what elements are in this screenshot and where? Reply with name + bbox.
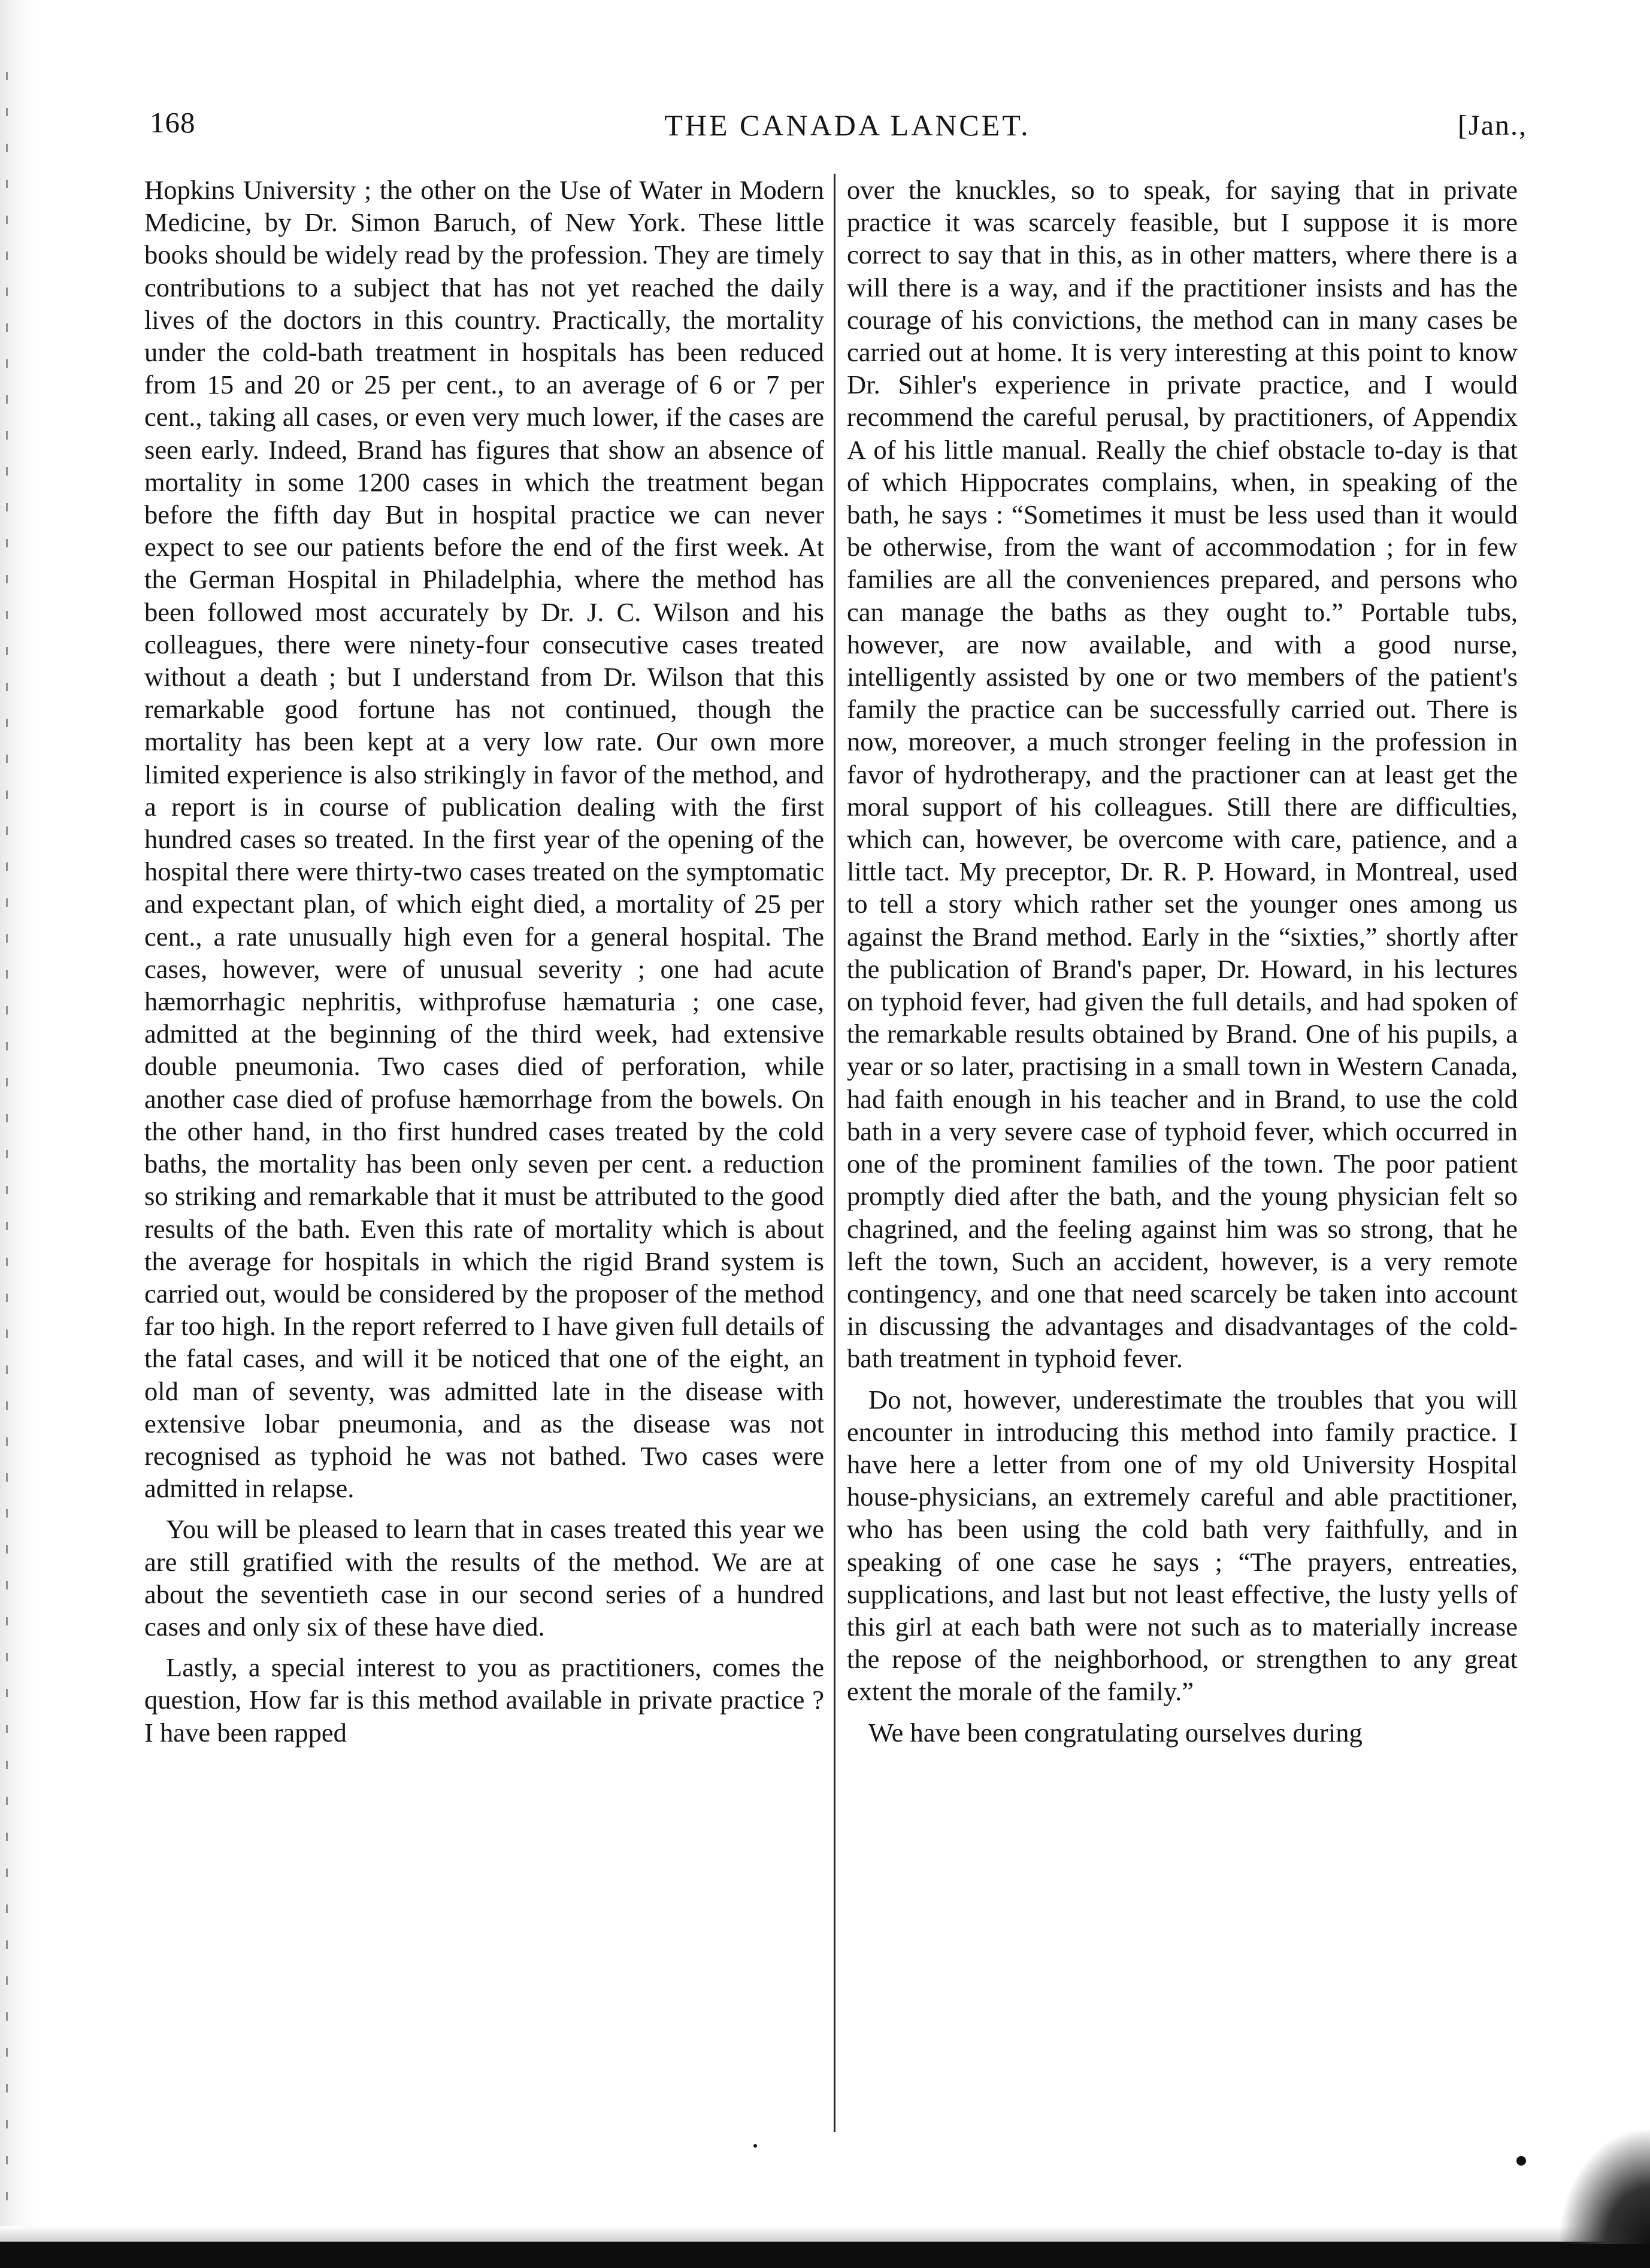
left-column: [144, 174, 824, 2132]
running-header: [150, 105, 1527, 153]
paragraph: over the knuckles, so to speak, for saying that in private practice it was scarcely feasible, but I suppose it is more correct to say that in this, as in other matters, where there is a will there is a way, and if the practitioner insists and has the courage of his convictions, the method can in many cases be carried out at home. It is very interesting at this point to know Dr. Sihler's experience in private practice, and I would recommend the careful perusal, by practitioners, of Appendix A of his little manual. Really the chief obstacle to-day is that of which Hippocrates complains, when, in speaking of the bath, he says : “Sometimes it must be less used than it would be otherwise, from the want of accommodation ; for in few families are all the conveniences prepared, and persons who can manage the baths as they ought to.” Portable tubs, however, are now available, and with a good nurse, intelligently assisted by one or two members of the patient's family the practice can be successfully carried out. There is now, moreover, a much stronger feeling in the profession in favor of hydrotherapy, and the practioner can at least get the moral support of his colleagues. Still there are difficulties, which can, however, be overcome with care, patience, and a little tact. My preceptor, Dr. R. P. Howard, in Montreal, used to tell a story which rather set the younger ones among us against the Brand method. Early in the “sixties,” shortly after the publication of Brand's paper, Dr. Howard, in his lectures on typhoid fever, had given the full details, and had spoken of the remarkable results obtained by Brand. One of his pupils, a year or so later, practising in a small town in Western Canada, had faith enough in his teacher and in Brand, to use the cold bath in a very severe case of typhoid fever, which occurred in one of the prominent families of the town. The poor patient promptly died after the bath, and the young physician felt so chagrined, and the feeling against him was so strong, that he left the town, Such an accident, however, is a very remote contingency, and one that need scarcely be taken into account in discussing the advantages and disadvantages of the cold-bath treatment in typhoid fever.: [847, 175, 1518, 1374]
ink-speck: [753, 2144, 757, 2148]
paragraph: Do not, however, underestimate the troubles that you will encounter in introducing this method into family practice. I have here a letter from one of my old University Hospital house-physicians, an extremely careful and able practitioner, who has been using the cold bath very faithfully, and in speaking of one case he says ; “The prayers, entreaties, supplications, and last but not least effective, the lusty yells of this girl at each bath were not such as to materially increase the repose of the neighborhood, or strengthen to any great extent the morale of the family.”: [847, 1384, 1518, 1707]
paragraph: Lastly, a special interest to you as practitioners, comes the question, How far is this method available in private practice ? I have been rapped: [144, 1652, 824, 1748]
page-number: 168: [150, 106, 196, 139]
paragraph: You will be pleased to learn that in cases treated this year we are still gratified with the results of the method. We are at about the seventieth case in our second series of a hundred cases and only six of these have died.: [144, 1514, 824, 1642]
page-bottom-edge: [0, 2242, 1650, 2268]
journal-title: THE CANADA LANCET.: [664, 108, 1031, 142]
corner-ink-blot: [1560, 2130, 1650, 2244]
issue-month: [Jan.,: [1458, 110, 1527, 141]
right-column: [847, 174, 1518, 2132]
page-binding-edge: [0, 0, 36, 2268]
paragraph: We have been congratulating ourselves during: [868, 1717, 1363, 1748]
column-divider: [834, 174, 835, 2132]
page-bottom-shadow: [0, 2226, 1650, 2242]
paragraph: Hopkins University ; the other on the Use of Water in Modern Medicine, by Dr. Simon Baruch, of New York. These little books should be widely read by the profession. They are timely contributions to a subject that has not yet reached the daily lives of the doctors in this country. Practically, the mortality under the cold-bath treatment in hospitals has been reduced from 15 and 20 or 25 per cent., to an average of 6 or 7 per cent., taking all cases, or even very much lower, if the cases are seen early. Indeed, Brand has figures that show an absence of mortality in some 1200 cases in which the treatment began before the fifth day But in hospital practice we can never expect to see our patients before the end of the first week. At the German Hospital in Philadelphia, where the method has been followed most accurately by Dr. J. C. Wilson and his colleagues, there were ninety-four consecutive cases treated without a death ; but I understand from Dr. Wilson that this remarkable good fortune has not continued, though the mortality has been kept at a very low rate. Our own more limited experience is also strikingly in favor of the method, and a report is in course of publication dealing with the first hundred cases so treated. In the first year of the opening of the hospital there were thirty-two cases treated on the symptomatic and expectant plan, of which eight died, a mortality of 25 per cent., a rate unusually high even for a general hospital. The cases, however, were of unusual severity ; one had acute hæmorrhagic nephritis, withprofuse hæmaturia ; one case, admitted at the beginning of the third week, had extensive double pneumonia. Two cases died of perforation, while another case died of profuse hæmorrhage from the bowels. On the other hand, in tho first hundred cases treated by the cold baths, the mortality has been only seven per cent. a reduction so striking and remarkable that it must be attributed to the good results of the bath. Even this rate of mortality which is about the average for hospitals in which the rigid Brand system is carried out, would be considered by the proposer of the method far too high. In the report referred to I have given full details of the fatal cases, and will it be noticed that one of the eight, an old man of seventy, was admitted late in the disease with extensive lobar pneumonia, and as the disease was not recognised as typhoid he was not bathed. Two cases were admitted in relapse.: [144, 175, 824, 1504]
ink-speck: [1516, 2156, 1526, 2166]
